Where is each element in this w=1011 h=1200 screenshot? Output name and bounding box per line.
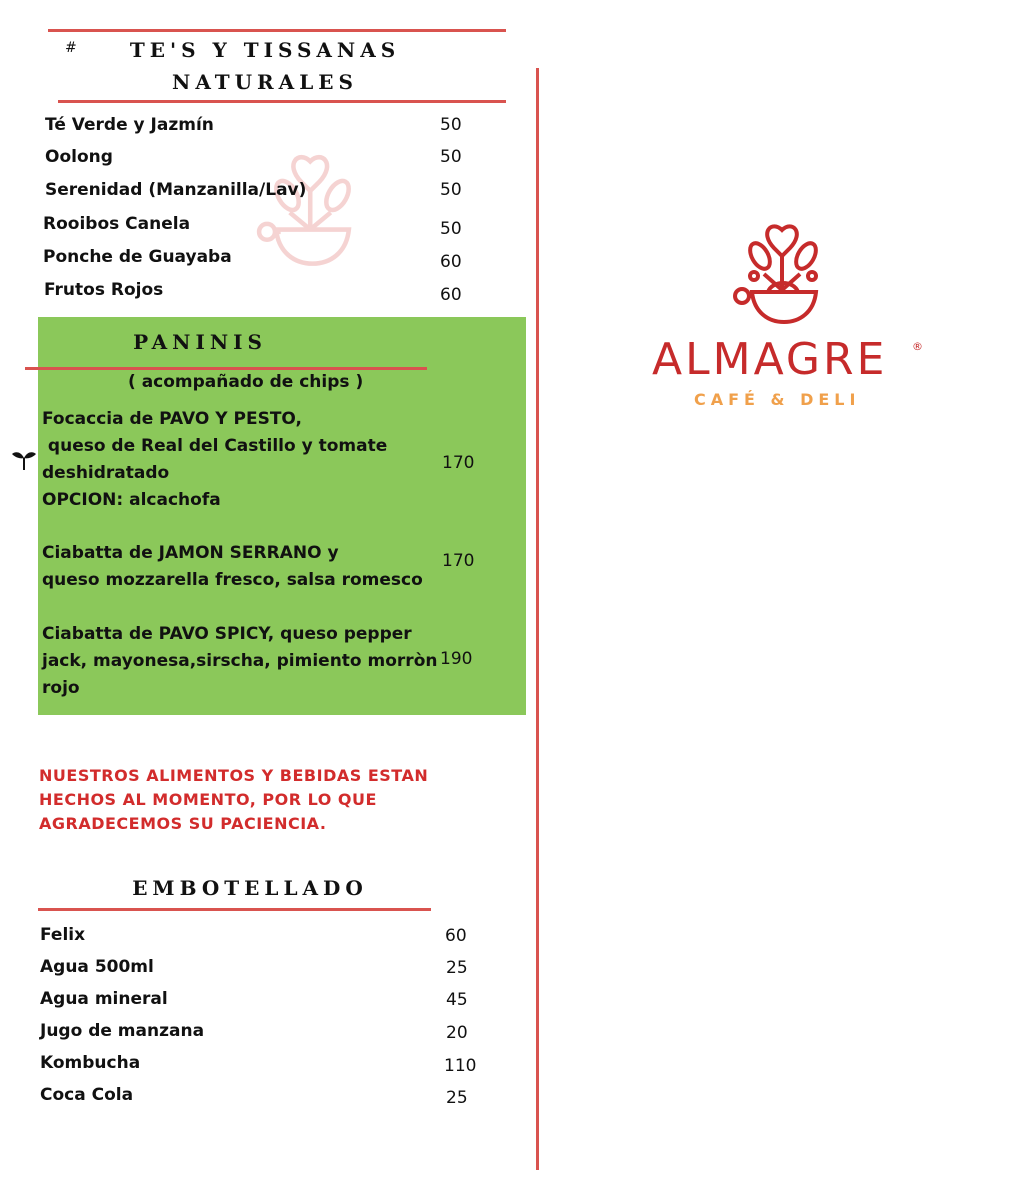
menu-item-price: 50 <box>440 180 462 200</box>
menu-item-price: 25 <box>446 1088 468 1108</box>
panini-item-1 <box>42 406 387 514</box>
menu-item-price: 60 <box>440 252 462 272</box>
menu-item-name: Serenidad (Manzanilla/Lav) <box>45 180 307 200</box>
panini-price: 170 <box>442 453 475 473</box>
menu-item-name: Jugo de manzana <box>40 1021 205 1041</box>
menu-item-price: 50 <box>440 147 462 167</box>
tes-bottom-rule <box>58 100 506 103</box>
notice-line: NUESTROS ALIMENTOS Y BEBIDAS ESTAN <box>39 766 429 785</box>
menu-item-name: Frutos Rojos <box>44 280 164 300</box>
menu-item-price: 60 <box>445 926 467 946</box>
panini-line: deshidratado <box>42 463 170 483</box>
menu-item-name: Felix <box>40 925 86 945</box>
paninis-subtitle: ( acompañado de chips ) <box>128 372 364 392</box>
menu-item-price: 110 <box>444 1056 477 1076</box>
embotellado-title: EMBOTELLADO <box>132 876 368 900</box>
panini-line: Ciabatta de JAMON SERRANO y <box>42 543 339 563</box>
watermark-logo-icon <box>255 150 370 275</box>
paninis-rule <box>25 367 427 370</box>
panini-price: 170 <box>442 551 475 571</box>
tes-top-rule <box>48 29 506 32</box>
panini-line: queso de Real del Castillo y tomate <box>42 436 388 456</box>
panini-line: rojo <box>42 678 80 698</box>
menu-item-name: Agua mineral <box>40 989 168 1009</box>
sprout-icon <box>12 448 36 470</box>
menu-item-name: Kombucha <box>40 1053 141 1073</box>
menu-item-name: Té Verde y Jazmín <box>45 115 214 135</box>
menu-item-price: 50 <box>440 115 462 135</box>
notice-line: HECHOS AL MOMENTO, POR LO QUE <box>39 790 377 809</box>
panini-line: queso mozzarella fresco, salsa romesco <box>42 570 423 590</box>
embotellado-rule <box>38 908 431 911</box>
brand-name: ALMAGRE <box>652 334 888 385</box>
panini-line: OPCION: alcachofa <box>42 490 221 510</box>
panini-item-2 <box>42 540 423 594</box>
brand-tagline: CAFÉ & DELI <box>694 390 861 409</box>
menu-item-price: 20 <box>446 1023 468 1043</box>
paninis-title: PANINIS <box>133 330 267 354</box>
menu-item-name: Agua 500ml <box>40 957 154 977</box>
hash-mark: # <box>65 40 77 56</box>
column-divider <box>536 68 539 1170</box>
panini-line: Focaccia de PAVO Y PESTO, <box>42 409 302 429</box>
menu-item-price: 60 <box>440 285 462 305</box>
menu-item-price: 45 <box>446 990 468 1010</box>
menu-item-name: Rooibos Canela <box>43 214 191 234</box>
menu-item-name: Ponche de Guayaba <box>43 247 232 267</box>
menu-item-name: Oolong <box>45 147 113 167</box>
menu-item-price: 50 <box>440 219 462 239</box>
panini-item-3 <box>42 621 437 702</box>
notice-line: AGRADECEMOS SU PACIENCIA. <box>39 814 327 833</box>
tes-title-line1: TE'S Y TISSANAS <box>129 38 401 62</box>
tes-title-line2: NATURALES <box>172 70 358 94</box>
panini-line: Ciabatta de PAVO SPICY, queso pepper <box>42 624 412 644</box>
panini-price: 190 <box>440 649 473 669</box>
menu-item-name: Coca Cola <box>40 1085 134 1105</box>
menu-item-price: 25 <box>446 958 468 978</box>
panini-line: jack, mayonesa,sirscha, pimiento morròn <box>42 651 438 671</box>
registered-mark: ® <box>912 340 923 353</box>
patience-notice <box>39 764 428 836</box>
salad-bowl-icon <box>732 218 832 328</box>
